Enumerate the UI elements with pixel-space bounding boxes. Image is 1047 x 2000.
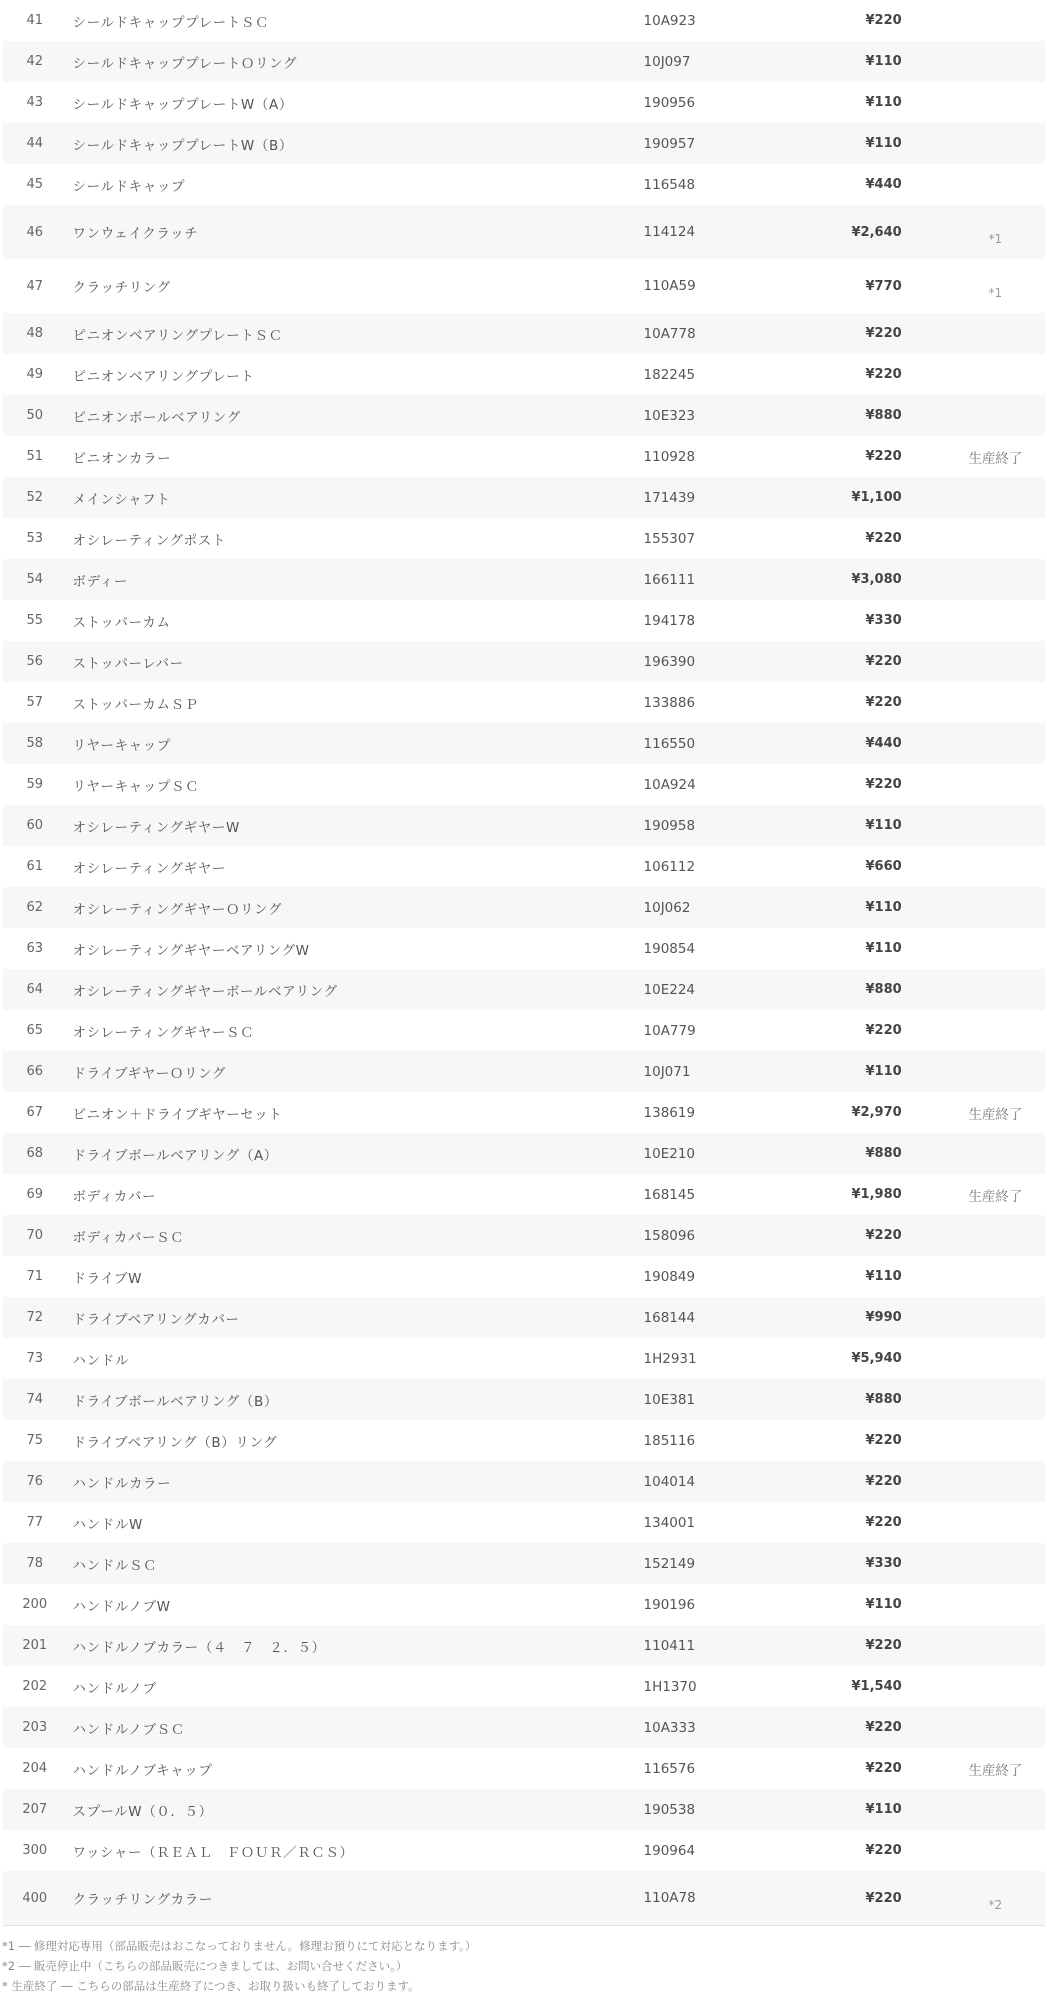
part-number: 76 [26,1474,44,1489]
part-code: 190956 [643,94,696,111]
part-number: 70 [26,1228,44,1243]
table-row [3,1502,1045,1543]
table-row [3,1338,1045,1379]
part-code: 106112 [643,858,696,875]
part-number: 43 [26,95,44,110]
part-note: 生産終了 [968,450,1023,467]
part-price: ¥220 [865,1761,902,1776]
part-code: 104014 [643,1473,696,1490]
part-name: シールドキャッププレートW（A） [72,96,293,113]
part-number: 53 [26,531,44,546]
part-number: 59 [26,777,44,792]
part-number: 55 [26,613,44,628]
part-name: ボディー [72,573,128,590]
part-note: *2 [988,1898,1003,1912]
part-price: ¥110 [865,1802,902,1817]
part-price: ¥990 [865,1310,902,1325]
part-number: 41 [26,13,44,28]
part-name: オシレーティングギヤー [72,860,226,877]
part-price: ¥330 [865,1556,902,1571]
part-name: ピニオンボールベアリング [72,409,241,426]
table-row [3,928,1045,969]
part-name: ハンドルノブＳＣ [72,1721,185,1738]
part-number: 46 [26,224,44,240]
part-name: シールドキャップ [72,178,186,195]
part-price: ¥220 [865,367,902,382]
footnotes [2,1936,476,1996]
part-number: 52 [26,490,44,505]
part-code: 10A924 [643,776,696,793]
part-price: ¥880 [865,408,902,423]
part-code: 10E210 [643,1145,695,1162]
table-divider [3,1925,1045,1926]
part-number: 61 [26,859,44,874]
part-price: ¥1,100 [851,490,902,505]
table-row [3,313,1045,354]
part-price: ¥220 [865,695,902,710]
table-row [3,1707,1045,1748]
table-row [3,0,1045,41]
part-name: ドライブボールベアリング（A） [72,1147,278,1164]
part-price: ¥110 [865,1064,902,1079]
part-number: 73 [26,1351,44,1366]
part-name: ハンドルノブカラー（４ ７ ２．５） [72,1639,326,1656]
part-note: 生産終了 [968,1762,1023,1779]
table-row [3,477,1045,518]
part-price: ¥330 [865,613,902,628]
part-number: 57 [26,695,44,710]
part-price: ¥220 [865,1638,902,1653]
part-code: 110411 [643,1637,696,1654]
part-price: ¥5,940 [851,1351,902,1366]
part-code: 152149 [643,1555,696,1572]
part-price: ¥220 [865,1843,902,1858]
part-code: 116550 [643,735,696,752]
part-number: 51 [26,449,44,464]
part-number: 56 [26,654,44,669]
part-code: 10J062 [643,899,691,916]
part-price: ¥3,080 [851,572,902,587]
part-name: シールドキャッププレートW（B） [72,137,293,154]
part-note: 生産終了 [968,1106,1023,1123]
parts-table [3,0,1045,1925]
table-row [3,969,1045,1010]
part-price: ¥220 [865,531,902,546]
part-price: ¥110 [865,136,902,151]
part-price: ¥110 [865,95,902,110]
part-number: 42 [26,54,44,69]
part-code: 190964 [643,1842,696,1859]
part-price: ¥110 [865,941,902,956]
part-price: ¥2,640 [851,224,902,240]
part-name: ストッパーカムＳＰ [72,696,199,713]
part-name: クラッチリングカラー [72,1892,214,1908]
table-row [3,1666,1045,1707]
table-row [3,205,1045,259]
part-code: 10A779 [643,1022,696,1039]
part-price: ¥220 [865,1433,902,1448]
part-code: 196390 [643,653,696,670]
table-row [3,436,1045,477]
part-code: 10E381 [643,1391,695,1408]
part-name: リヤーキャップＳＣ [72,778,200,795]
part-number: 71 [26,1269,44,1284]
table-row [3,1420,1045,1461]
part-code: 116576 [643,1760,696,1777]
part-number: 400 [22,1890,48,1906]
table-row [3,1584,1045,1625]
part-name: ハンドルＳＣ [72,1557,158,1574]
part-name: オシレーティングギヤーベアリングW [72,942,310,959]
part-price: ¥1,980 [851,1187,902,1202]
part-code: 1H2931 [643,1350,697,1367]
part-code: 116548 [643,176,696,193]
part-number: 44 [26,136,44,151]
part-number: 63 [26,941,44,956]
part-code: 10A333 [643,1719,696,1736]
part-number: 45 [26,177,44,192]
part-code: 166111 [643,571,696,588]
part-code: 134001 [643,1514,696,1531]
part-price: ¥220 [865,1023,902,1038]
part-code: 10J097 [643,53,691,70]
part-code: 138619 [643,1104,696,1121]
part-name: ピニオンベアリングプレート [72,368,255,385]
part-code: 133886 [643,694,696,711]
table-row [3,641,1045,682]
table-row [3,1133,1045,1174]
table-row [3,1379,1045,1420]
part-number: 203 [22,1720,48,1735]
footnote-2: *2 ― 販売停止中（こちらの部品販売につきましては、お問い合せください。） [2,1959,408,1973]
part-code: 155307 [643,530,696,547]
part-number: 77 [26,1515,44,1530]
table-row [3,846,1045,887]
table-row [3,600,1045,641]
part-number: 65 [26,1023,44,1038]
table-row [3,395,1045,436]
footnote-1: *1 ― 修理対応専用（部品販売はおこなっておりません。修理お預りにて対応となります。） [2,1939,477,1953]
table-row [3,259,1045,313]
part-code: 194178 [643,612,696,629]
table-row [3,123,1045,164]
part-number: 74 [26,1392,44,1407]
table-row [3,1174,1045,1215]
table-row [3,41,1045,82]
part-price: ¥440 [865,177,902,192]
table-row [3,1010,1045,1051]
table-row [3,764,1045,805]
part-price: ¥220 [865,777,902,792]
part-note: 生産終了 [968,1188,1023,1205]
table-row [3,1871,1045,1925]
part-number: 60 [26,818,44,833]
part-number: 204 [22,1761,48,1776]
part-name: リヤーキャップ [72,737,171,754]
part-price: ¥220 [865,326,902,341]
part-number: 64 [26,982,44,997]
table-row [3,1625,1045,1666]
part-price: ¥110 [865,1269,902,1284]
table-row [3,82,1045,123]
part-name: クラッチリング [72,280,171,296]
part-name: メインシャフト [72,491,171,508]
part-code: 110A59 [643,278,696,294]
part-number: 201 [22,1638,48,1653]
part-code: 110928 [643,448,696,465]
part-name: ハンドルノブキャップ [72,1762,213,1779]
part-name: ピニオンベアリングプレートＳＣ [72,327,283,344]
table-row [3,805,1045,846]
part-price: ¥880 [865,1146,902,1161]
table-row [3,1215,1045,1256]
table-row [3,1256,1045,1297]
part-code: 158096 [643,1227,696,1244]
part-price: ¥880 [865,982,902,997]
part-code: 171439 [643,489,696,506]
part-number: 50 [26,408,44,423]
part-number: 62 [26,900,44,915]
part-name: ハンドルW [72,1516,143,1533]
part-name: ピニオンカラー [72,450,172,467]
part-number: 300 [22,1843,48,1858]
table-row [3,723,1045,764]
part-price: ¥440 [865,736,902,751]
part-note: *1 [988,232,1003,246]
table-row [3,354,1045,395]
table-row [3,682,1045,723]
part-code: 1H1370 [643,1678,697,1695]
part-name: オシレーティングギヤーＯリング [72,901,283,918]
table-row [3,1543,1045,1584]
part-code: 190958 [643,817,696,834]
table-row [3,1092,1045,1133]
part-price: ¥2,970 [851,1105,902,1120]
part-price: ¥110 [865,1597,902,1612]
part-number: 75 [26,1433,44,1448]
part-price: ¥110 [865,818,902,833]
part-name: ストッパーレバー [72,655,184,672]
part-name: ハンドルノブW [72,1598,171,1615]
part-code: 182245 [643,366,696,383]
table-row [3,164,1045,205]
part-name: オシレーティングギヤーW [72,819,240,836]
part-name: シールドキャッププレートＳＣ [72,14,270,31]
part-code: 190957 [643,135,696,152]
part-price: ¥660 [865,859,902,874]
part-name: ドライブボールベアリング（B） [72,1393,278,1410]
part-name: ハンドルカラー [72,1475,172,1492]
part-price: ¥220 [865,1890,902,1906]
table-row [3,1297,1045,1338]
part-code: 110A78 [643,1890,696,1906]
part-number: 48 [26,326,44,341]
part-price: ¥220 [865,654,902,669]
part-price: ¥110 [865,900,902,915]
part-number: 68 [26,1146,44,1161]
part-code: 10E224 [643,981,695,998]
part-code: 190854 [643,940,696,957]
part-note: *1 [988,286,1003,300]
part-name: オシレーティングポスト [72,532,226,549]
part-number: 47 [26,278,44,294]
part-name: ボディカバー [72,1188,157,1205]
part-price: ¥220 [865,1474,902,1489]
table-row [3,887,1045,928]
part-number: 66 [26,1064,44,1079]
part-number: 78 [26,1556,44,1571]
part-price: ¥220 [865,1515,902,1530]
part-code: 10A778 [643,325,696,342]
part-number: 207 [22,1802,48,1817]
part-code: 190849 [643,1268,696,1285]
part-name: ハンドル [72,1352,129,1369]
part-code: 114124 [643,224,696,240]
table-row [3,559,1045,600]
part-name: ワッシャー（ＲＥＡＬ ＦＯＵＲ／ＲＣＳ） [72,1844,354,1861]
table-row [3,1461,1045,1502]
part-number: 69 [26,1187,44,1202]
part-name: スプールW（０．５） [72,1803,213,1820]
part-name: ドライブベアリングカバー [72,1311,240,1328]
part-name: オシレーティングギヤーＳＣ [72,1024,255,1041]
part-price: ¥220 [865,1720,902,1735]
part-name: シールドキャッププレートＯリング [72,55,298,72]
part-number: 54 [26,572,44,587]
part-price: ¥220 [865,449,902,464]
part-name: ハンドルノブ [72,1680,157,1697]
part-code: 168145 [643,1186,696,1203]
part-number: 67 [26,1105,44,1120]
part-name: ドライブベアリング（B）リング [72,1434,278,1451]
part-price: ¥880 [865,1392,902,1407]
part-number: 200 [22,1597,48,1612]
table-row [3,518,1045,559]
table-row [3,1051,1045,1092]
part-number: 49 [26,367,44,382]
table-row [3,1748,1045,1789]
part-price: ¥220 [865,1228,902,1243]
part-name: ワンウェイクラッチ [72,226,199,242]
part-price: ¥1,540 [851,1679,902,1694]
part-name: ボディカバーＳＣ [72,1229,185,1246]
part-name: オシレーティングギヤーボールベアリング [72,983,338,1000]
part-code: 10E323 [643,407,695,424]
part-number: 58 [26,736,44,751]
part-number: 72 [26,1310,44,1325]
part-code: 168144 [643,1309,696,1326]
part-price: ¥110 [865,54,902,69]
footnote-discontinued: * 生産終了 ― こちらの部品は生産終了につき、お取り扱いも終了しております。 [2,1979,420,1993]
part-price: ¥770 [865,278,902,294]
part-name: ドライブW [72,1270,143,1287]
part-name: ストッパーカム [72,614,171,631]
part-price: ¥220 [865,13,902,28]
part-code: 10J071 [643,1063,691,1080]
part-code: 190196 [643,1596,696,1613]
part-number: 202 [22,1679,48,1694]
part-code: 185116 [643,1432,696,1449]
table-row [3,1830,1045,1871]
part-name: ドライブギヤーＯリング [72,1065,227,1082]
table-row [3,1789,1045,1830]
part-code: 190538 [643,1801,696,1818]
part-code: 10A923 [643,12,696,29]
part-name: ピニオン＋ドライブギヤーセット [72,1106,283,1123]
